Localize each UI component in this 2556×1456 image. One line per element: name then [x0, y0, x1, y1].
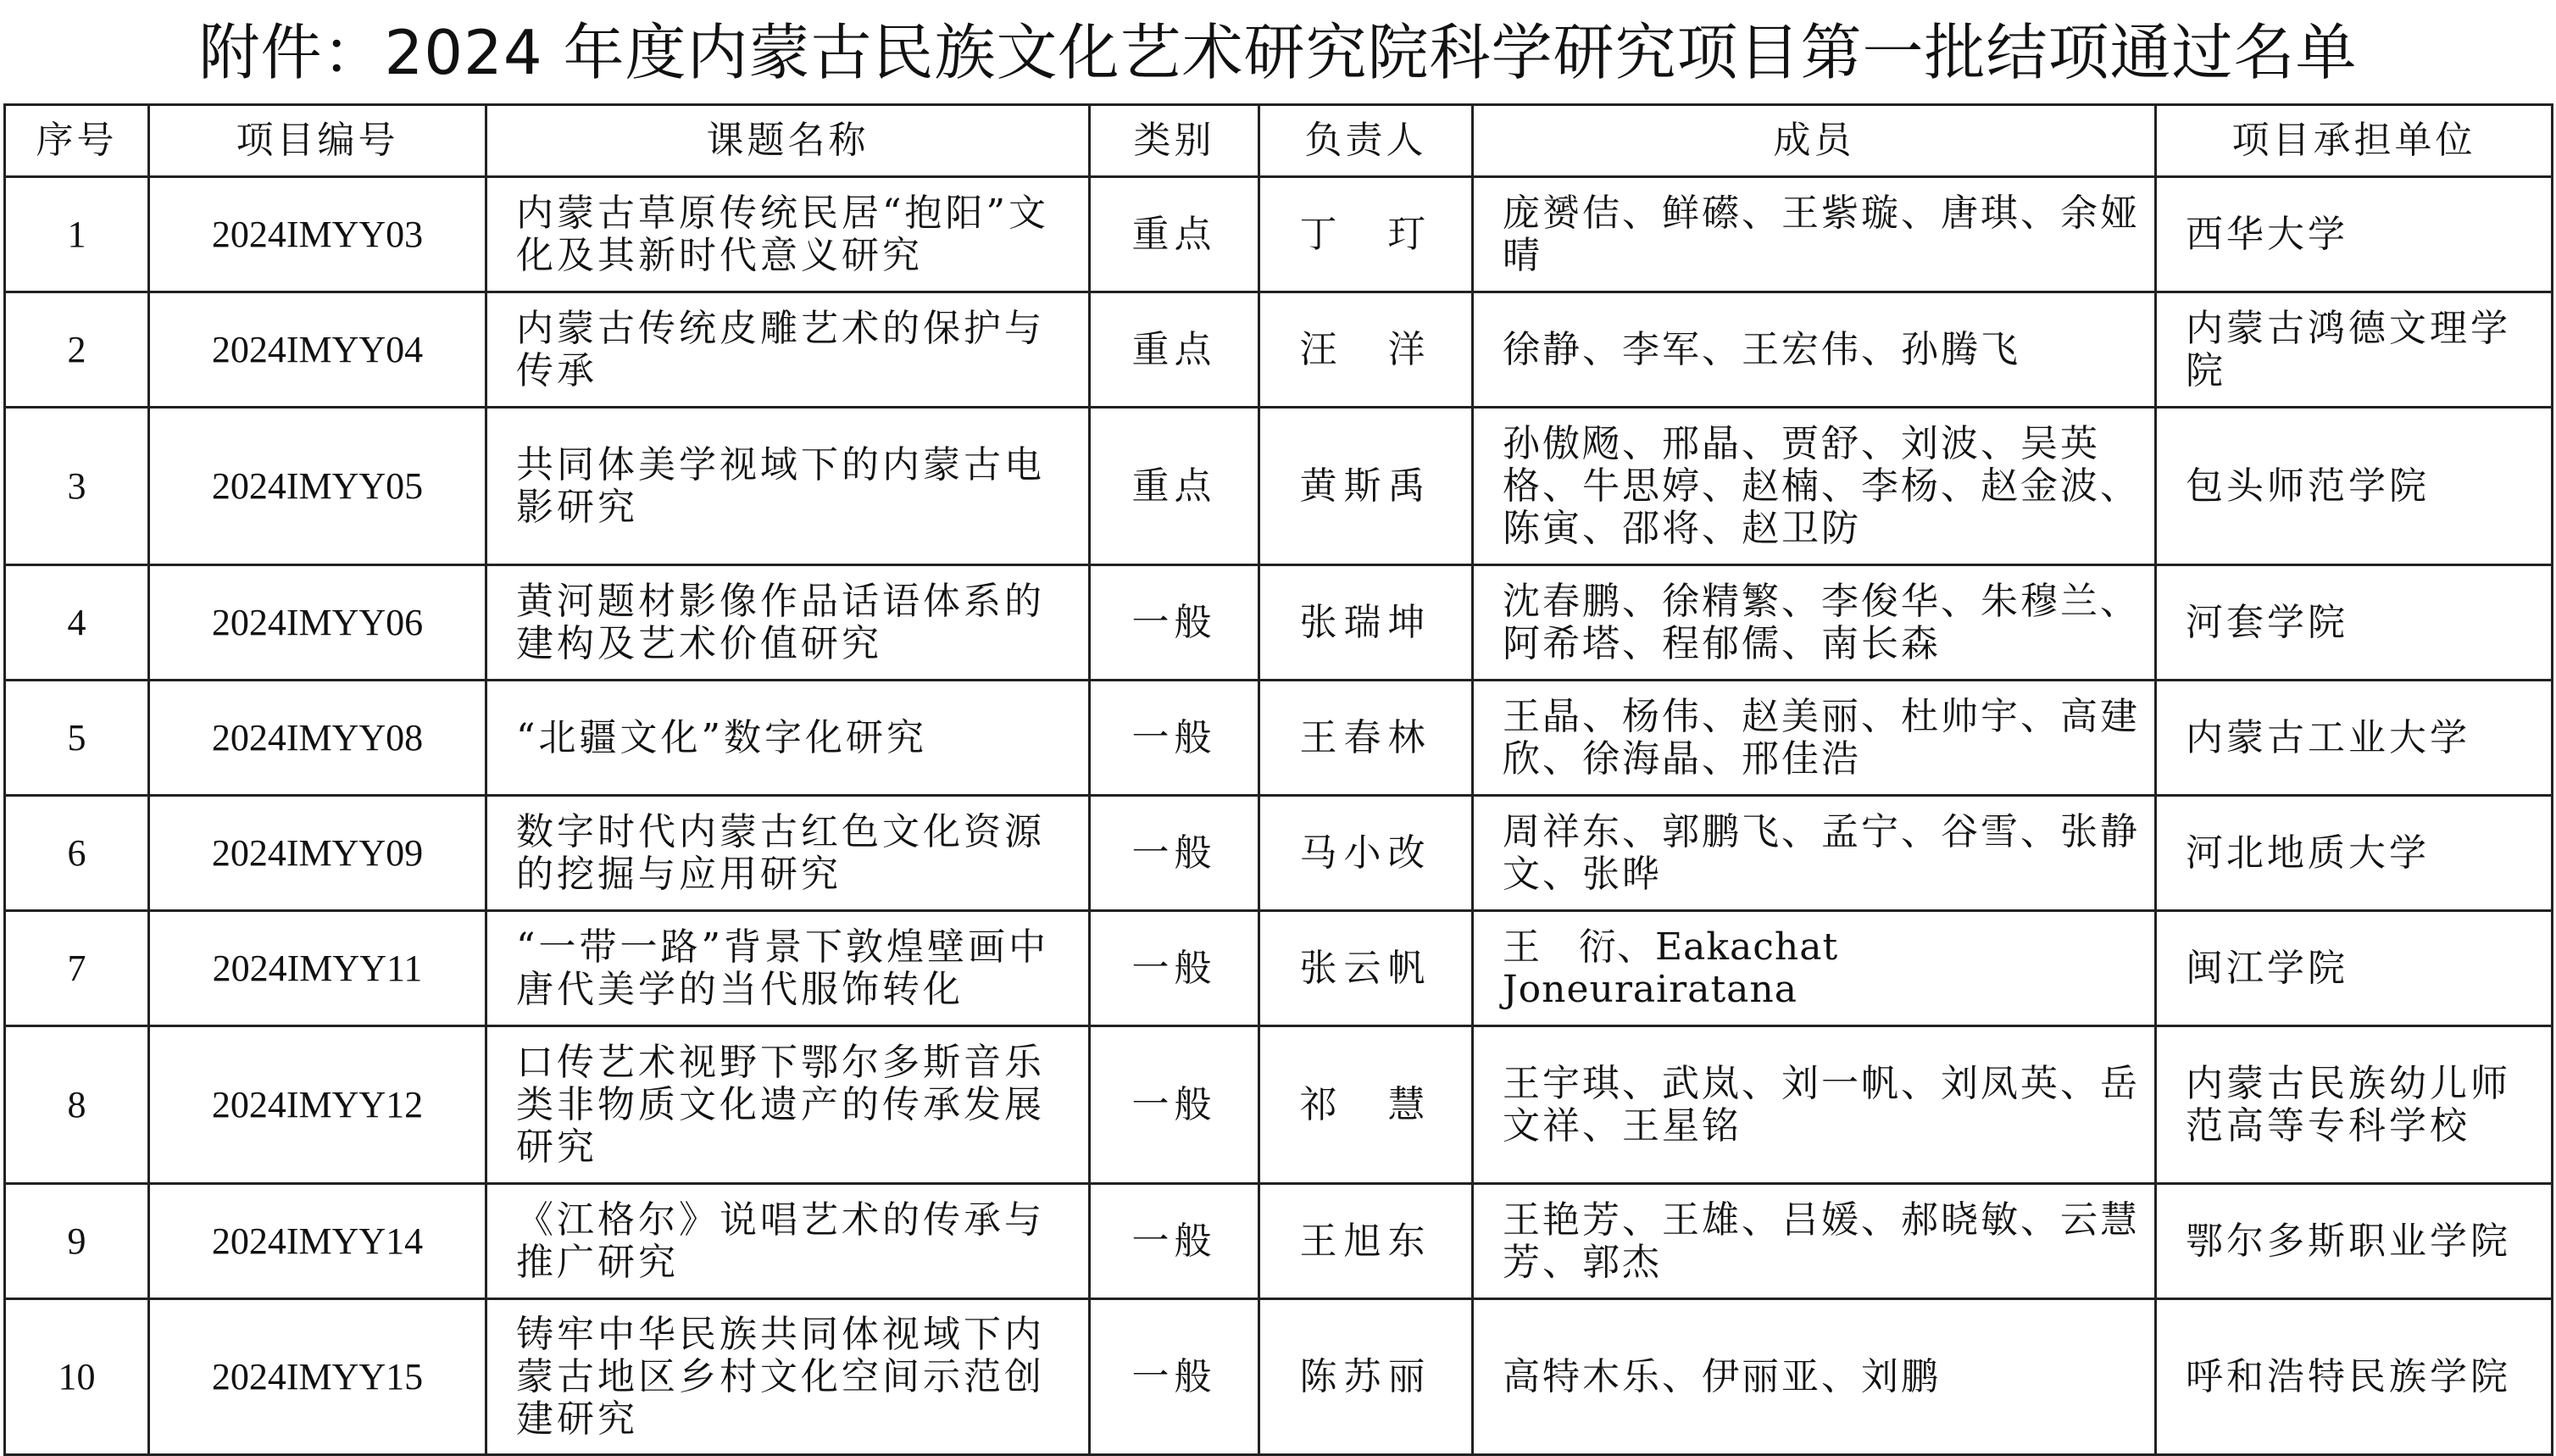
cell-category: 一般 [1090, 681, 1259, 796]
cell-code: 2024IMYY05 [149, 408, 486, 565]
cell-members: 庞赟佶、鲜礤、王紫璇、唐琪、余娅晴 [1473, 177, 2156, 292]
header-leader: 负责人 [1259, 105, 1473, 177]
cell-unit: 呼和浩特民族学院 [2156, 1299, 2553, 1455]
table-row [5, 1026, 2553, 1184]
cell-members: 徐静、李军、王宏伟、孙腾飞 [1473, 292, 2156, 408]
cell-category: 一般 [1090, 1026, 1259, 1184]
cell-members: 王晶、杨伟、赵美丽、杜帅宇、高建欣、徐海晶、邢佳浩 [1473, 681, 2156, 796]
cell-category: 一般 [1090, 796, 1259, 911]
cell-category: 一般 [1090, 1184, 1259, 1299]
table-row [5, 1299, 2553, 1455]
cell-code: 2024IMYY04 [149, 292, 486, 408]
cell-leader: 汪 洋 [1259, 292, 1473, 408]
cell-index: 3 [5, 408, 149, 565]
header-category: 类别 [1090, 105, 1259, 177]
cell-members: 王宇琪、武岚、刘一帆、刘凤英、岳文祥、王星铭 [1473, 1026, 2156, 1184]
cell-unit: 闽江学院 [2156, 911, 2553, 1026]
cell-members: 王 衍、Eakachat Joneurairatana [1473, 911, 2156, 1026]
cell-topic: 口传艺术视野下鄂尔多斯音乐类非物质文化遗产的传承发展研究 [486, 1026, 1090, 1184]
cell-code: 2024IMYY12 [149, 1026, 486, 1184]
cell-topic: 黄河题材影像作品话语体系的建构及艺术价值研究 [486, 565, 1090, 681]
cell-topic: “北疆文化”数字化研究 [486, 681, 1090, 796]
header-topic: 课题名称 [486, 105, 1090, 177]
cell-index: 9 [5, 1184, 149, 1299]
cell-topic: 数字时代内蒙古红色文化资源的挖掘与应用研究 [486, 796, 1090, 911]
cell-members: 周祥东、郭鹏飞、孟宁、谷雪、张静文、张晔 [1473, 796, 2156, 911]
cell-members: 高特木乐、伊丽亚、刘鹏 [1473, 1299, 2156, 1455]
cell-leader: 祁 慧 [1259, 1026, 1473, 1184]
cell-index: 7 [5, 911, 149, 1026]
cell-code: 2024IMYY06 [149, 565, 486, 681]
cell-unit: 鄂尔多斯职业学院 [2156, 1184, 2553, 1299]
cell-leader: 张云帆 [1259, 911, 1473, 1026]
table-row [5, 292, 2553, 408]
cell-unit: 西华大学 [2156, 177, 2553, 292]
cell-index: 1 [5, 177, 149, 292]
table-row [5, 681, 2553, 796]
cell-leader: 陈苏丽 [1259, 1299, 1473, 1455]
cell-code: 2024IMYY08 [149, 681, 486, 796]
cell-unit: 河套学院 [2156, 565, 2553, 681]
cell-code: 2024IMYY15 [149, 1299, 486, 1455]
cell-code: 2024IMYY03 [149, 177, 486, 292]
cell-leader: 王春林 [1259, 681, 1473, 796]
results-table [3, 103, 2553, 1456]
cell-members: 沈春鹏、徐精繁、李俊华、朱穆兰、阿希塔、程郁儒、南长森 [1473, 565, 2156, 681]
cell-topic: 铸牢中华民族共同体视域下内蒙古地区乡村文化空间示范创建研究 [486, 1299, 1090, 1455]
cell-index: 10 [5, 1299, 149, 1455]
cell-code: 2024IMYY11 [149, 911, 486, 1026]
cell-leader: 张瑞坤 [1259, 565, 1473, 681]
cell-topic: 《江格尔》说唱艺术的传承与推广研究 [486, 1184, 1090, 1299]
header-unit: 项目承担单位 [2156, 105, 2553, 177]
cell-unit: 内蒙古民族幼儿师范高等专科学校 [2156, 1026, 2553, 1184]
cell-index: 5 [5, 681, 149, 796]
table-row [5, 796, 2553, 911]
cell-code: 2024IMYY09 [149, 796, 486, 911]
cell-category: 一般 [1090, 911, 1259, 1026]
cell-leader: 王旭东 [1259, 1184, 1473, 1299]
header-index: 序号 [5, 105, 149, 177]
cell-category: 一般 [1090, 565, 1259, 681]
cell-topic: “一带一路”背景下敦煌壁画中唐代美学的当代服饰转化 [486, 911, 1090, 1026]
table-row [5, 177, 2553, 292]
cell-unit: 河北地质大学 [2156, 796, 2553, 911]
cell-index: 4 [5, 565, 149, 681]
header-members: 成员 [1473, 105, 2156, 177]
cell-category: 重点 [1090, 177, 1259, 292]
cell-topic: 内蒙古草原传统民居“抱阳”文化及其新时代意义研究 [486, 177, 1090, 292]
cell-category: 一般 [1090, 1299, 1259, 1455]
cell-topic: 内蒙古传统皮雕艺术的保护与传承 [486, 292, 1090, 408]
cell-category: 重点 [1090, 292, 1259, 408]
table-row [5, 565, 2553, 681]
cell-code: 2024IMYY14 [149, 1184, 486, 1299]
cell-index: 2 [5, 292, 149, 408]
cell-leader: 丁 玎 [1259, 177, 1473, 292]
header-code: 项目编号 [149, 105, 486, 177]
cell-index: 8 [5, 1026, 149, 1184]
cell-topic: 共同体美学视域下的内蒙古电影研究 [486, 408, 1090, 565]
cell-category: 重点 [1090, 408, 1259, 565]
table-row [5, 408, 2553, 565]
header-row [5, 105, 2553, 177]
cell-unit: 内蒙古工业大学 [2156, 681, 2553, 796]
page-title: 附件：2024 年度内蒙古民族文化艺术研究院科学研究项目第一批结项通过名单 [198, 17, 2358, 88]
table-row [5, 1184, 2553, 1299]
cell-unit: 包头师范学院 [2156, 408, 2553, 565]
cell-members: 孙傲飏、邢晶、贾舒、刘波、吴英格、牛思婷、赵楠、李杨、赵金波、陈寅、邵将、赵卫防 [1473, 408, 2156, 565]
cell-unit: 内蒙古鸿德文理学院 [2156, 292, 2553, 408]
cell-leader: 黄斯禹 [1259, 408, 1473, 565]
table-row [5, 911, 2553, 1026]
cell-index: 6 [5, 796, 149, 911]
cell-members: 王艳芳、王雄、吕媛、郝晓敏、云慧芳、郭杰 [1473, 1184, 2156, 1299]
cell-leader: 马小改 [1259, 796, 1473, 911]
